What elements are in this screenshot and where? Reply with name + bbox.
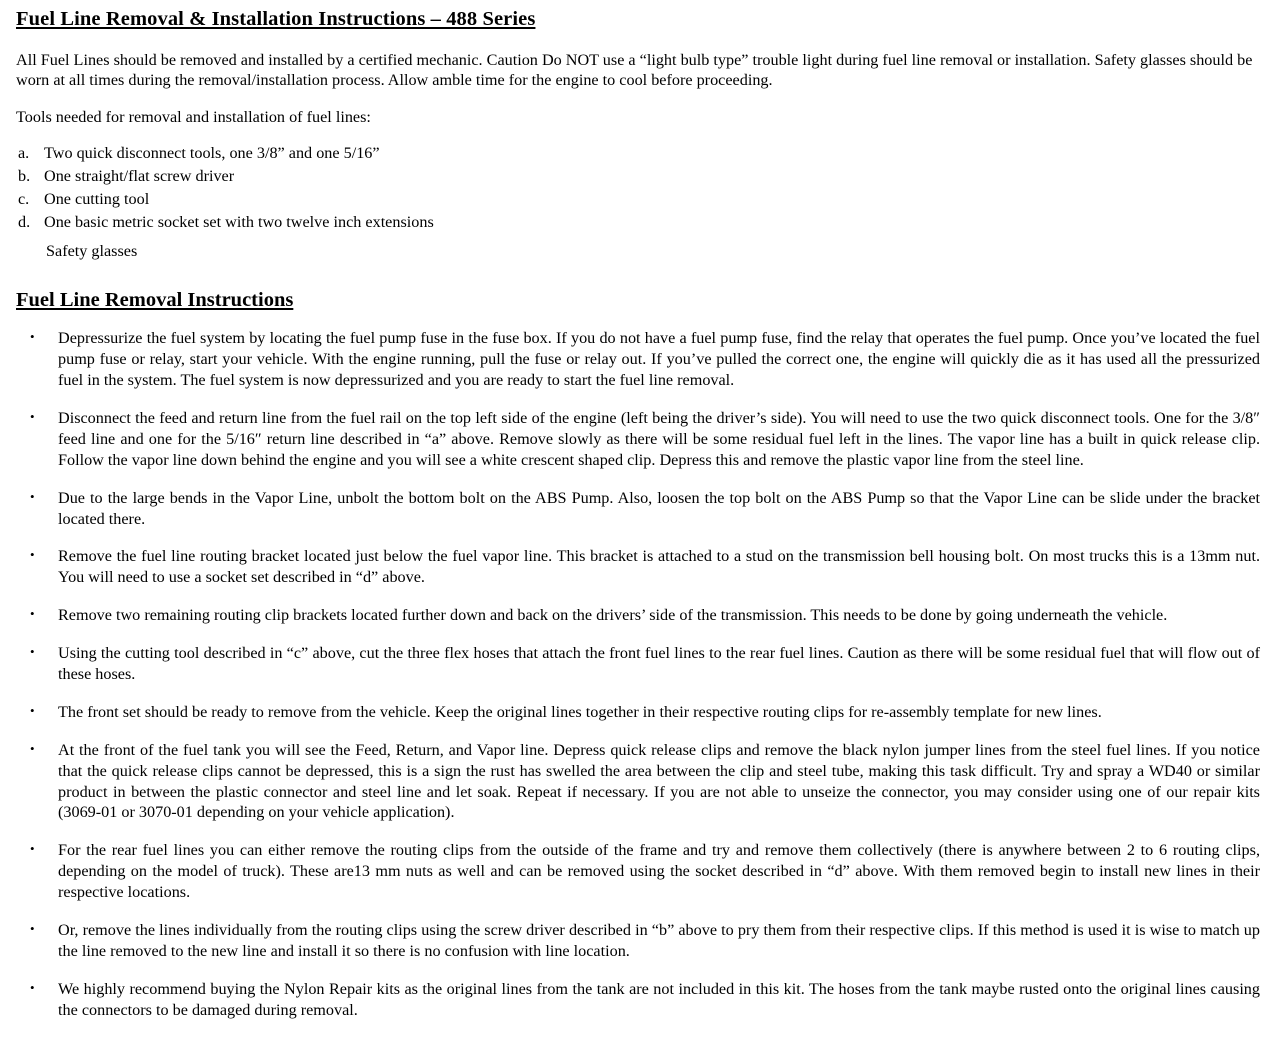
- bullet-icon: •: [30, 979, 35, 995]
- intro-paragraph: All Fuel Lines should be removed and installed by a certified mechanic. Caution Do NOT use a “light bulb type” trouble light during fuel line removal or installation. Safety glasses should be worn at all times during the removal/installation process. Allow amble time for the engine to cool before proceeding.: [16, 50, 1253, 90]
- list-item-label: One basic metric socket set with two twelve inch extensions: [44, 212, 434, 231]
- section-title-removal: Fuel Line Removal Instructions: [16, 288, 294, 311]
- step-text: For the rear fuel lines you can either remove the routing clips from the outside of the frame and try and remove them collectively (there is anywhere between 2 to 6 routing clips, depending on the model of truck). These are13 mm nuts as well and can be removed using the socket described in “d” above. With them removed begin to install new lines in their respective locations.: [58, 841, 1260, 902]
- bullet-icon: •: [30, 409, 35, 424]
- tools-list: [16, 142, 1262, 234]
- tools-extra-item: Safety glasses: [46, 241, 138, 260]
- list-item-label: One straight/flat screw driver: [44, 166, 235, 185]
- list-marker: d.: [18, 212, 31, 231]
- bullet-icon: •: [30, 740, 35, 756]
- bullet-icon: •: [30, 488, 35, 504]
- list-marker: c.: [18, 189, 30, 208]
- list-item: [16, 740, 1262, 824]
- list-marker: a.: [18, 143, 30, 162]
- list-item: [16, 840, 1262, 903]
- list-item: [16, 546, 1262, 588]
- page-title: Fuel Line Removal & Installation Instructions – 488 Series: [16, 8, 536, 30]
- list-item: [16, 979, 1262, 1021]
- step-text: Remove two remaining routing clip brackets located further down and back on the drivers’ side of the transmission. This needs to be done by going underneath the vehicle.: [58, 606, 1168, 625]
- list-item: [16, 605, 1262, 626]
- bullet-icon: •: [30, 841, 35, 857]
- bullet-icon: •: [30, 606, 35, 622]
- step-text: We highly recommend buying the Nylon Repair kits as the original lines from the tank are not included in this kit. The hoses from the tank maybe rusted onto the original lines causing the connectors to be damaged during removal.: [58, 979, 1260, 1019]
- list-item: [16, 643, 1262, 685]
- step-text: Using the cutting tool described in “c” above, cut the three flex hoses that attach the front fuel lines to the rear fuel lines. Caution as there will be some residual fuel that will flow out of these hoses.: [58, 644, 1260, 684]
- list-item-label: Two quick disconnect tools, one 3/8” and one 5/16”: [44, 143, 380, 162]
- list-item: [16, 328, 1262, 391]
- list-marker: b.: [18, 166, 31, 185]
- list-item: [16, 188, 1262, 211]
- list-item: [16, 211, 1262, 234]
- list-item: [16, 702, 1262, 723]
- list-item: [16, 488, 1262, 530]
- list-item-label: One cutting tool: [44, 189, 150, 208]
- step-text: Disconnect the feed and return line from the fuel rail on the top left side of the engine (left being the driver’s side). You will need to use the two quick disconnect tools. One for the 3/8″ feed line and one for the 5/16″ return line described in “a” above. Remove slowly as there will be some residual fuel left in the lines. The vapor line has a built in quick release clip. Follow the vapor line down behind the engine and you will see a white crescent shaped clip. Depress this and remove the plastic vapor line from the steel line.: [58, 409, 1260, 469]
- list-item: [16, 165, 1262, 188]
- bullet-icon: •: [30, 702, 35, 718]
- list-item: [16, 408, 1262, 471]
- step-text: The front set should be ready to remove from the vehicle. Keep the original lines together in their respective routing clips for re-assembly template for new lines.: [58, 702, 1102, 721]
- step-text: Or, remove the lines individually from the routing clips using the screw driver described in “b” above to pry them from their respective clips. If this method is used it is wise to match up the line removed to the new line and install it so there is no confusion with line location.: [58, 921, 1260, 960]
- bullet-icon: •: [30, 329, 35, 345]
- bullet-icon: •: [30, 547, 35, 563]
- step-text: Depressurize the fuel system by locating the fuel pump fuse in the fuse box. If you do not have a fuel pump fuse, find the relay that operates the fuel pump. Once you’ve located the fuel pump fuse or relay, start your vehicle. With the engine running, pull the fuse or relay out. If you’ve pulled the correct one, the engine will quickly die as it has used all the pressurized fuel in the system. The fuel system is now depressurized and you are ready to start the fuel line removal.: [58, 329, 1260, 390]
- list-item: [16, 920, 1262, 962]
- tools-heading: Tools needed for removal and installation of fuel lines:: [16, 108, 371, 127]
- step-text: Due to the large bends in the Vapor Line, unbolt the bottom bolt on the ABS Pump. Also, loosen the top bolt on the ABS Pump so that the Vapor Line can be slide under the bracket located there.: [58, 488, 1260, 528]
- list-item: [16, 142, 1262, 165]
- step-text: At the front of the fuel tank you will see the Feed, Return, and Vapor line. Depress quick release clips and remove the black nylon jumper lines from the steel fuel lines. If you notice that the quick release clips cannot be depressed, this is a sign the rust has swelled the area between the clip and steel tube, making this task difficult. Try and spray a WD40 or similar product in between the plastic connector and steel line and let soak. Repeat if necessary. If you are not able to unseize the connector, you may consider using one of our repair kits (3069-01 or 3070-01 depending on your vehicle application).: [58, 740, 1260, 822]
- bullet-icon: •: [30, 921, 35, 937]
- removal-steps-list: [16, 328, 1262, 1020]
- step-text: Remove the fuel line routing bracket located just below the fuel vapor line. This bracket is attached to a stud on the transmission bell housing bolt. On most trucks this is a 13mm nut. You will need to use a socket set described in “d” above.: [58, 547, 1260, 587]
- bullet-icon: •: [30, 644, 35, 660]
